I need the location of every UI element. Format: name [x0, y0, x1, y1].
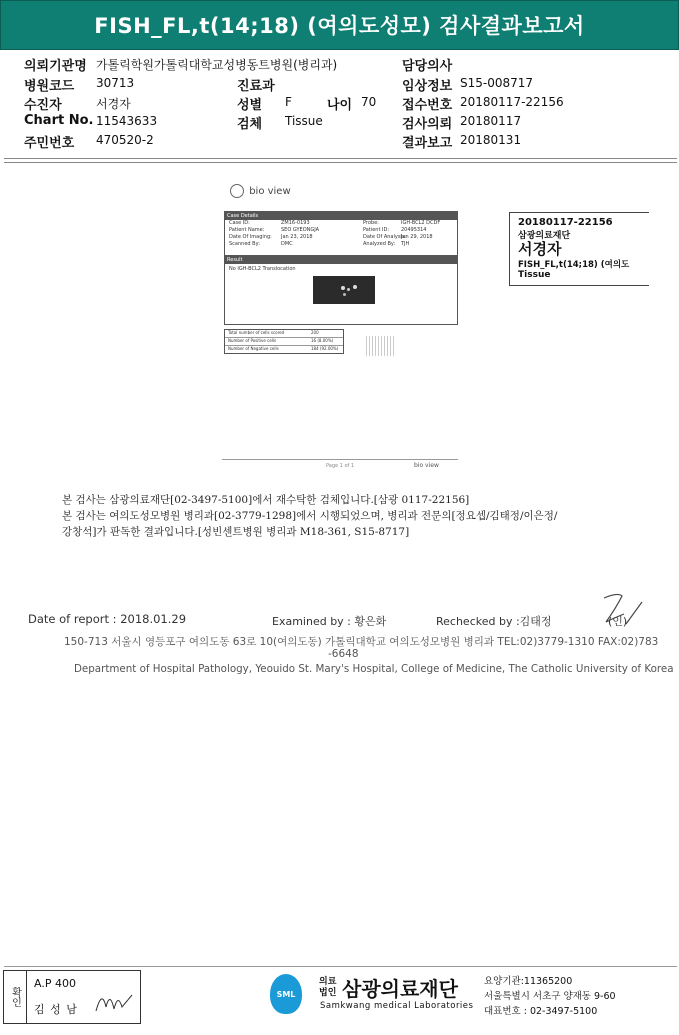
- cell-count-row: [225, 345, 343, 353]
- footer-divider: [4, 966, 677, 967]
- case-detail-cell: Date Of Analysis:: [363, 234, 407, 240]
- case-detail-cell: Probe:: [363, 220, 379, 226]
- bioview-circle-icon: [230, 184, 244, 198]
- rechecked-by: Rechecked by :김태정: [436, 615, 552, 628]
- case-detail-cell: ZM16-0193: [281, 220, 310, 226]
- case-detail-row: [225, 234, 457, 241]
- result-text: No IGH-BCL2 Translocation: [229, 266, 296, 272]
- cell-count-cell: Total number of cells scored: [228, 330, 285, 335]
- case-details-rows: [225, 220, 457, 248]
- org-type: [319, 977, 336, 999]
- hospital-code-label: 병원코드: [24, 79, 75, 94]
- qc-graphic: [366, 336, 394, 356]
- scan-bioview-small-logo: bio view: [414, 462, 439, 469]
- org-english: Samkwang medical Laboratories: [320, 1001, 474, 1011]
- request-date-label: 검사의뢰: [402, 117, 453, 132]
- scanned-fish-report: [4, 166, 677, 486]
- report-date-label: 결과보고: [402, 136, 453, 151]
- doctor-label: 담당의사: [402, 59, 453, 74]
- divider-top-2: [4, 162, 677, 163]
- ap-code: A.P 400: [34, 977, 76, 990]
- signature-scribble: [596, 588, 646, 636]
- cell-count-row: [225, 330, 343, 337]
- case-detail-cell: IGH-BCL2 DCDF: [401, 220, 441, 226]
- cell-counts-table: [224, 329, 344, 354]
- report-title-bar: [0, 0, 679, 50]
- hospital-address-line2: -6648: [328, 648, 359, 660]
- case-detail-cell: Analyzed By:: [363, 241, 396, 247]
- sex-label: 성별: [237, 98, 263, 113]
- resident-no-value: 470520-2: [96, 133, 154, 147]
- label-card-id: 20180117-22156: [518, 217, 613, 228]
- receipt-no-label: 접수번호: [402, 98, 453, 113]
- case-details-box: [224, 211, 458, 259]
- fish-cell-image: [313, 276, 375, 304]
- case-detail-cell: 20495314: [401, 227, 427, 233]
- note-line-3: 강창석]가 판독한 결과입니다.[성빈센트병원 병리과 M18-361, S15-8717]: [62, 526, 410, 538]
- org-type-line2: 법인: [319, 988, 337, 998]
- case-detail-cell: DMC: [281, 241, 293, 247]
- institution-label: 의뢰기관명: [24, 59, 87, 74]
- request-date-value: 20180117: [460, 114, 522, 128]
- sex-value: F: [285, 95, 292, 109]
- bioview-logo: [230, 184, 291, 198]
- department-label: 진료과: [237, 79, 275, 94]
- confirmer-signature: [92, 985, 136, 1019]
- case-details-header: Case Details: [225, 212, 457, 220]
- cell-count-cell: 200: [311, 330, 319, 335]
- date-of-report: Date of report : 2018.01.29: [28, 612, 187, 626]
- clinical-info-label: 임상정보: [402, 79, 453, 94]
- notes-section: [62, 492, 557, 539]
- chart-no-value: 11543633: [96, 114, 158, 128]
- case-detail-cell: Patient Name:: [229, 227, 265, 233]
- hospital-code-value: 30713: [96, 76, 135, 90]
- case-detail-cell: Jan 29, 2018: [401, 234, 433, 240]
- case-detail-cell: Scanned By:: [229, 241, 260, 247]
- patient-label: 수진자: [24, 98, 62, 113]
- case-detail-row: [225, 220, 457, 227]
- cell-counts-rows: [225, 330, 343, 353]
- org-type-line1: 의료: [319, 977, 337, 987]
- confirm-label: 확인: [9, 987, 21, 1007]
- clinical-info-value: S15-008717: [460, 76, 534, 90]
- cell-count-cell: 16 (8.00%): [311, 338, 334, 343]
- case-detail-row: [225, 227, 457, 234]
- scan-bottom-line: [222, 459, 458, 460]
- case-detail-cell: Jan 23, 2018: [281, 234, 313, 240]
- org-name: 삼광의료재단: [342, 977, 458, 1001]
- sml-badge-text: SML: [276, 989, 296, 999]
- seal-mark: (인): [608, 615, 628, 628]
- cell-count-cell: 184 (92.00%): [311, 346, 339, 351]
- label-card-org: 삼광의료재단: [518, 231, 571, 241]
- label-card-test: FISH_FL,t(14;18) (여의도: [518, 260, 630, 270]
- org-phone: 대표번호 : 02-3497-5100: [484, 1006, 598, 1017]
- note-line-1: 본 검사는 삼광의료재단[02-3497-5100]에서 재수탁한 검체입니다.[삼광 0117-22156]: [62, 494, 470, 506]
- case-detail-cell: SEO GYEONGJA: [281, 227, 320, 233]
- examined-by: Examined by : 황은화: [272, 615, 387, 628]
- label-card-specimen: Tissue: [518, 270, 551, 280]
- org-address: 서울특별시 서초구 양재동 9-60: [484, 991, 616, 1002]
- confirm-stamp-box: [3, 970, 141, 1024]
- confirmer-name: 김 성 남: [34, 1003, 78, 1016]
- chart-no-label: Chart No.: [24, 113, 94, 128]
- note-line-2: 본 검사는 여의도성모병원 병리과[02-3779-1298]에서 시행되었으며, 병리과 전문의[정요셉/김태정/이은정/: [62, 510, 558, 522]
- report-title: FISH_FL,t(14;18) (여의도성모) 검사결과보고서: [94, 14, 585, 38]
- sml-drop-icon: [270, 974, 302, 1014]
- cell-count-cell: Number of Negative cells: [228, 346, 279, 351]
- report-date-value: 20180131: [460, 133, 522, 147]
- result-box: [224, 255, 458, 325]
- institution-value: 가톨릭학원가톨릭대학교성병동트병원(병리과): [96, 58, 338, 72]
- receipt-no-value: 20180117-22156: [460, 95, 564, 109]
- divider-top: [4, 158, 677, 159]
- hospital-address-line1: 150-713 서울시 영등포구 여의도동 63로 10(여의도동) 가톨릭대학교 여의도성모병원 병리과 TEL:02)3779-1310 FAX:02)783: [64, 636, 659, 648]
- case-detail-row: [225, 241, 457, 248]
- case-detail-cell: Patient ID:: [363, 227, 390, 233]
- department-line: Department of Hospital Pathology, Yeouido St. Mary's Hospital, College of Medicine, The Catholic University of Korea: [74, 663, 674, 675]
- case-detail-cell: Case ID:: [229, 220, 250, 226]
- result-header: Result: [225, 256, 457, 264]
- resident-no-label: 주민번호: [24, 136, 75, 151]
- case-detail-cell: Date Of Imaging:: [229, 234, 272, 240]
- care-code: 요양기관:11365200: [484, 976, 573, 987]
- cell-count-cell: Number of Positive cells: [228, 338, 277, 343]
- cell-count-row: [225, 337, 343, 345]
- case-detail-cell: TJH: [401, 241, 410, 247]
- age-value: 70: [361, 95, 377, 109]
- sml-logo: [268, 972, 308, 1020]
- label-card-name: 서경자: [518, 240, 562, 258]
- specimen-label: 검체: [237, 117, 263, 132]
- age-label: 나이: [327, 98, 353, 113]
- patient-value: 서경자: [96, 97, 131, 111]
- specimen-label-card: [509, 212, 649, 286]
- bioview-logo-text: bio view: [249, 186, 291, 197]
- scan-page-label: Page 1 of 1: [326, 463, 355, 469]
- specimen-value: Tissue: [285, 114, 323, 128]
